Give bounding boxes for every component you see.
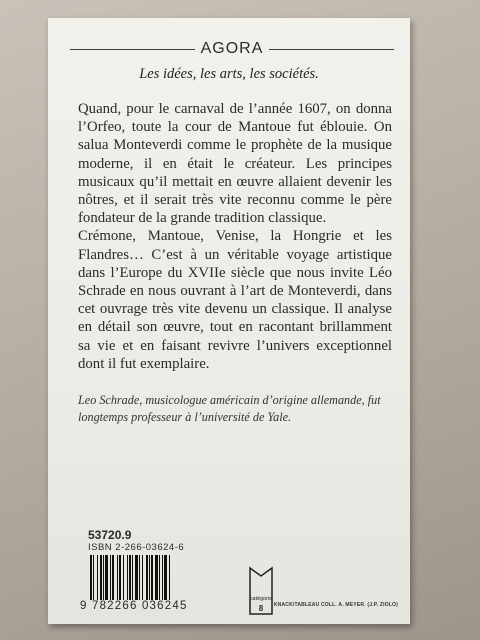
image-credit: KNACK/TABLEAU COLL. A. MEYER. (J.P. ZIOLO) — [273, 602, 398, 608]
category-label: catégorie — [249, 596, 273, 602]
blurb-paragraph-2: Crémone, Mantoue, Venise, la Hongrie et les Flandres… C’est à un véritable voyage artistique dans l’Europe du XVIIe siècle que nous invite Léo Schrade en nous ouvrant à l’art de Monteverdi, dans cet ouvrage très vite devenu un classique. Il analyse en détail son œuvre, tout en racontant brillamment sa vie et en faisant revivre l’univers exceptionnel dont il fut exemplaire. — [78, 228, 392, 372]
book-back-cover — [48, 18, 410, 624]
header-rule-right — [269, 49, 394, 50]
blurb — [78, 100, 392, 373]
series-tagline: Les idées, les arts, les sociétés. — [139, 66, 319, 82]
isbn-label: ISBN 2-266-03624-6 — [88, 542, 185, 553]
category-number: 8 — [258, 604, 264, 613]
barcode-image — [88, 555, 236, 600]
header-rule-left — [70, 49, 195, 50]
author-bio: Leo Schrade, musicologue américain d’origine allemande, fut longtemps professeur à l’université de Yale. — [78, 393, 381, 424]
barcode-digits: 9 782266 036245 — [80, 600, 188, 612]
publisher-logo: AGORA — [200, 40, 264, 57]
publisher-header — [70, 40, 394, 58]
product-code: 53720.9 — [88, 528, 132, 542]
blurb-paragraph-1: Quand, pour le carnaval de l’année 1607, on donna l’Orfeo, toute la cour de Mantoue fut éblouie. On salua Monteverdi comme le prophète de la musique moderne, il en était le créateur. Les principes musicaux qu’il mettait en œuvre allaient devenir les nôtres, et il serait très vite reconnu comme le père fondateur de la grande tradition classique. — [78, 101, 392, 227]
